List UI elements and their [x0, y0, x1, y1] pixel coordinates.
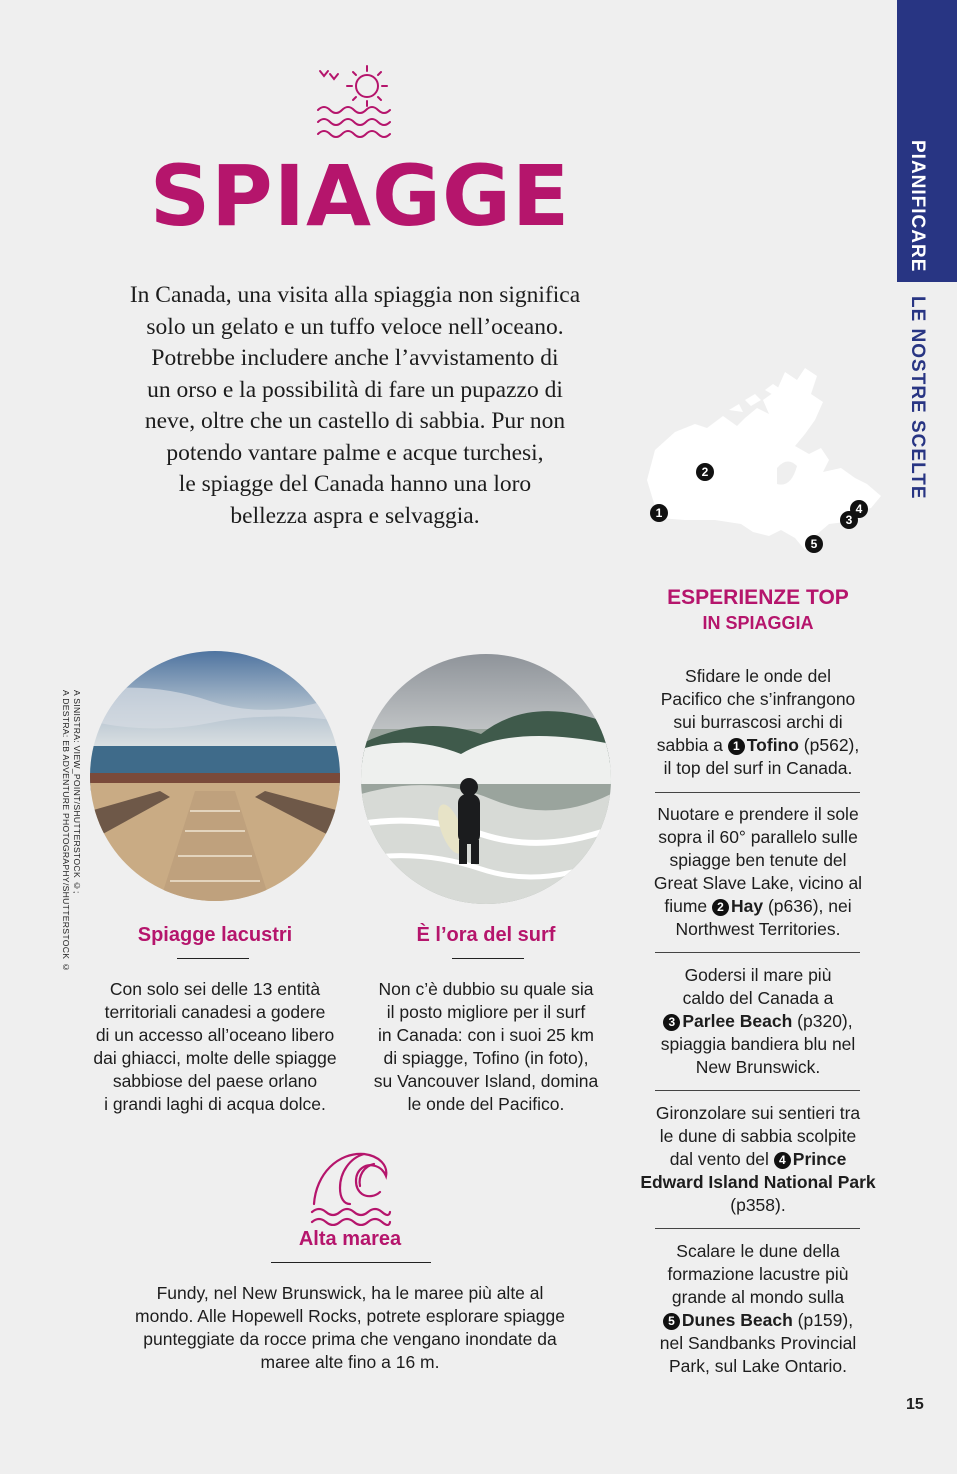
text-line: in Canada: con i suoi 25 km: [378, 1025, 594, 1045]
page-ref: (p358).: [730, 1195, 786, 1215]
text-line: Pacifico che s’infrangono: [660, 689, 856, 709]
text-line: Fundy, nel New Brunswick, ha le maree più alte al: [156, 1283, 544, 1303]
text-line: Northwest Territories.: [675, 919, 841, 939]
surf-title: È l’ora del surf: [416, 924, 556, 946]
tide-text: [110, 1282, 590, 1374]
text-line: su Vancouver Island, domina: [373, 1071, 599, 1091]
map-marker-3: 3: [840, 511, 858, 529]
page-ref: (p562),: [798, 735, 860, 755]
intro-line: solo un gelato e un tuffo veloce nell’oceano.: [146, 313, 564, 340]
text-line: mondo. Alle Hopewell Rocks, potrete esplorare spiagge: [135, 1306, 565, 1326]
intro-line: un orso e la possibilità di fare un pupazzo di: [147, 376, 563, 403]
place-name: Prince Edward Island National Park: [640, 1149, 876, 1192]
map-marker-4: 4: [850, 500, 868, 518]
divider: [655, 792, 860, 793]
top-experiences-heading: ESPERIENZE TOP: [667, 586, 849, 609]
place-name: Tofino: [746, 735, 799, 755]
text-line: Godersi il mare più: [684, 965, 832, 985]
section-tab-label: PIANIFICARE: [907, 140, 928, 273]
text-line: Great Slave Lake, vicino al: [653, 873, 863, 893]
intro-line: In Canada, una visita alla spiaggia non significa: [129, 282, 581, 308]
text-line: il top del surf in Canada.: [663, 758, 853, 778]
photo-credits: [60, 690, 82, 972]
lakes-text: [85, 978, 345, 1116]
number-badge: 2: [712, 899, 729, 916]
tide-divider: [271, 1262, 431, 1263]
lakes-title: Spiagge lacustri: [137, 924, 293, 946]
page-ref: (p636), nei: [763, 896, 852, 916]
text-line: sopra il 60° parallelo sulle: [658, 827, 858, 847]
text-line: spiaggia bandiera blu nel: [660, 1034, 856, 1054]
map-marker-1: 1: [650, 504, 668, 522]
text-line: territoriali canadesi a godere: [104, 1002, 326, 1022]
lake-beach-photo: [90, 651, 340, 901]
text-line: caldo del Canada a: [682, 988, 834, 1008]
credit-line: A DESTRA: EB ADVENTURE PHOTOGRAPHY/SHUTTERSTOCK ©: [61, 690, 71, 973]
divider: [655, 952, 860, 953]
page-ref: (p320),: [792, 1011, 853, 1031]
intro-line: bellezza aspra e selvaggia.: [230, 502, 480, 529]
text-line: sui burrascosi archi di: [673, 712, 843, 732]
number-badge: 3: [663, 1014, 680, 1031]
canada-map: [645, 360, 885, 560]
surf-divider: [452, 958, 524, 959]
page-ref: (p159),: [792, 1310, 854, 1330]
text-line: spiagge ben tenute del: [669, 850, 847, 870]
text-line: New Brunswick.: [695, 1057, 821, 1077]
lakes-divider: [177, 958, 249, 959]
place-name: Hay: [731, 896, 764, 916]
text-line: Non c’è dubbio su quale sia: [378, 979, 594, 999]
text-line: nel Sandbanks Provincial: [659, 1333, 857, 1353]
text-fragment: fiume: [664, 896, 712, 916]
number-badge: 1: [728, 738, 745, 755]
text-line: di spiagge, Tofino (in foto),: [383, 1048, 589, 1068]
intro-line: neve, oltre che un castello di sabbia. Pur non: [144, 408, 566, 434]
experience-item-2: [640, 803, 876, 941]
text-line: il posto migliore per il surf: [386, 1002, 586, 1022]
text-fragment: sabbia a: [656, 735, 728, 755]
text-line: Park, sul Lake Ontario.: [669, 1356, 847, 1376]
text-line: Sfidare le onde del: [685, 666, 831, 686]
tide-title: Alta marea: [298, 1228, 402, 1250]
text-line: formazione lacustre più: [667, 1264, 849, 1284]
text-line: le onde del Pacifico.: [407, 1094, 565, 1114]
page-number: 15: [906, 1396, 924, 1413]
sun-waves-icon: [312, 62, 392, 142]
text-line: Con solo sei delle 13 entità: [109, 979, 321, 999]
divider: [655, 1090, 860, 1091]
text-line: Scalare le dune della: [676, 1241, 840, 1261]
place-name: Dunes Beach: [681, 1310, 793, 1330]
place-name: Parlee Beach: [682, 1011, 793, 1031]
text-line: i grandi laghi di acqua dolce.: [104, 1094, 326, 1114]
intro-line: potendo vantare palme e acque turchesi,: [166, 439, 544, 466]
text-line: maree alte fino a 16 m.: [260, 1352, 440, 1372]
subsection-tab-label: LE NOSTRE SCELTE: [907, 296, 928, 500]
divider: [655, 1228, 860, 1229]
number-badge: 4: [774, 1152, 791, 1169]
experience-item-5: [640, 1240, 876, 1378]
number-badge: 5: [663, 1313, 680, 1330]
text-line: dai ghiacci, molte delle spiagge: [93, 1048, 337, 1068]
credit-line: A SINISTRA: VIEW_POINT/SHUTTERSTOCK ©;: [72, 690, 82, 894]
text-line: sabbiose del paese orlano: [112, 1071, 318, 1091]
map-marker-2: 2: [696, 463, 714, 481]
surfer-photo: [361, 654, 611, 904]
experience-item-1: [640, 665, 876, 780]
map-marker-5: 5: [805, 535, 823, 553]
text-line: le dune di sabbia scolpite: [659, 1126, 857, 1146]
page-title: SPIAGGE: [149, 147, 571, 245]
experience-item-3: [640, 964, 876, 1079]
wave-icon: [310, 1148, 392, 1226]
text-fragment: dal vento del: [669, 1149, 774, 1169]
experience-item-4: [640, 1102, 876, 1217]
intro-line: Potrebbe includere anche l’avvistamento di: [151, 345, 559, 371]
text-line: Nuotare e prendere il sole: [657, 804, 859, 824]
text-line: grande al mondo sulla: [671, 1287, 845, 1307]
top-experiences-subheading: IN SPIAGGIA: [702, 613, 814, 633]
text-line: punteggiate da rocce prima che vengano inondate da: [143, 1329, 557, 1349]
intro-paragraph: [70, 280, 640, 532]
text-line: di un accesso all’oceano libero: [95, 1025, 335, 1045]
surf-text: [356, 978, 616, 1116]
text-line: Gironzolare sui sentieri tra: [655, 1103, 861, 1123]
intro-line: le spiagge del Canada hanno una loro: [178, 471, 532, 497]
